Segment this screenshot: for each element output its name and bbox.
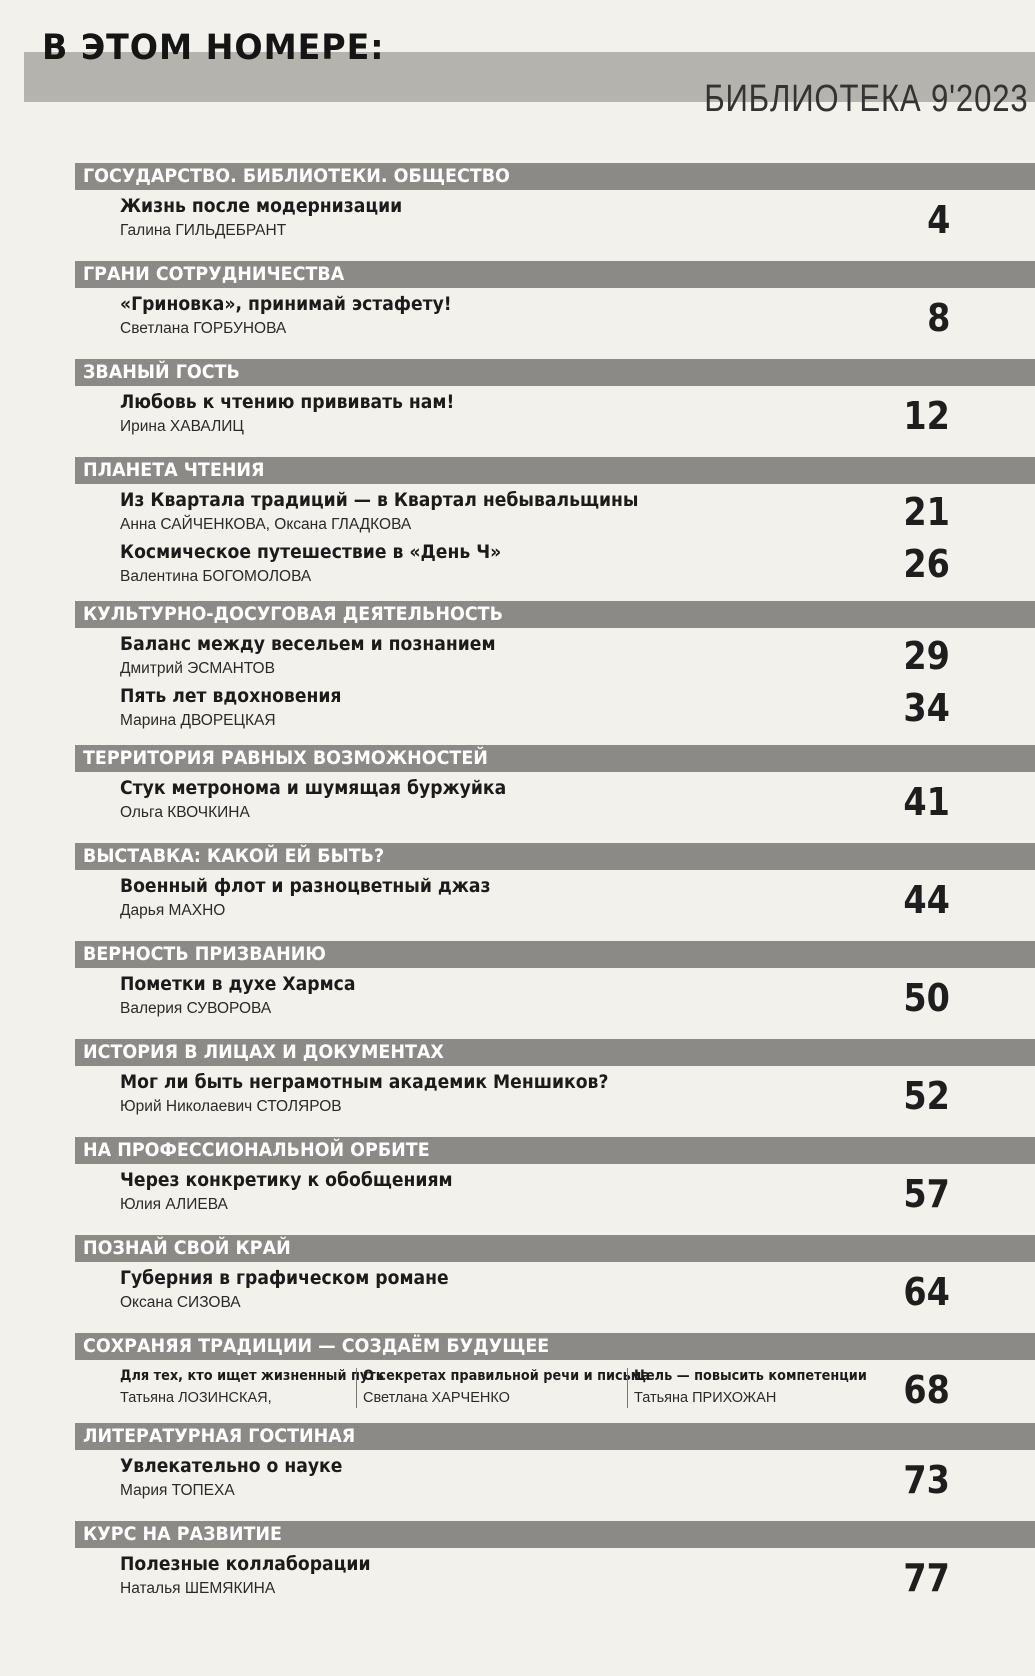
article-title: Стук метронома и шумящая буржуйка (120, 778, 507, 799)
article-title: Для тех, кто ищет жизненный путь (120, 1368, 384, 1384)
page-number: 57 (903, 1172, 950, 1216)
article-author: Татьяна ПРИХОЖАН (634, 1390, 777, 1406)
multi-article-column[interactable] (114, 1368, 384, 1408)
article-title: Губерния в графическом романе (120, 1268, 449, 1289)
page-title: В ЭТОМ НОМЕРЕ: (42, 28, 385, 68)
section-heading (75, 457, 1035, 484)
article-author: Ольга КВОЧКИНА (120, 804, 250, 821)
section-heading-text: КУЛЬТУРНО-ДОСУГОВАЯ ДЕЯТЕЛЬНОСТЬ (83, 603, 503, 625)
toc-section (75, 1137, 1035, 1228)
toc-entry[interactable] (75, 772, 1035, 836)
toc-section (75, 261, 1035, 352)
section-heading-text: ЛИТЕРАТУРНАЯ ГОСТИНАЯ (83, 1425, 356, 1447)
toc-entry[interactable] (75, 536, 1035, 594)
toc-section (75, 1039, 1035, 1130)
article-title: Увлекательно о науке (120, 1456, 343, 1477)
section-heading (75, 843, 1035, 870)
article-title: Из Квартала традиций — в Квартал небывальщины (120, 490, 639, 511)
section-heading-text: ТЕРРИТОРИЯ РАВНЫХ ВОЗМОЖНОСТЕЙ (83, 747, 488, 769)
toc-section (75, 843, 1035, 934)
article-title: Через конкретику к обобщениям (120, 1170, 453, 1191)
section-heading (75, 1423, 1035, 1450)
article-author: Юлия АЛИЕВА (120, 1196, 228, 1213)
toc-entry[interactable] (75, 386, 1035, 450)
toc-entry[interactable] (75, 288, 1035, 352)
toc-section (75, 359, 1035, 450)
article-author: Татьяна ЛОЗИНСКАЯ, (120, 1390, 272, 1406)
toc-entry[interactable] (75, 1164, 1035, 1228)
section-heading-text: СОХРАНЯЯ ТРАДИЦИИ — СОЗДАЁМ БУДУЩЕЕ (83, 1335, 550, 1357)
article-title: Любовь к чтению прививать нам! (120, 392, 455, 413)
page-number: 4 (926, 198, 950, 242)
article-author: Марина ДВОРЕЦКАЯ (120, 712, 276, 729)
toc-entry[interactable] (75, 628, 1035, 680)
section-heading-text: ИСТОРИЯ В ЛИЦАХ И ДОКУМЕНТАХ (83, 1041, 444, 1063)
toc-multi-entry (75, 1360, 1035, 1418)
section-heading (75, 359, 1035, 386)
article-author: Оксана СИЗОВА (120, 1294, 241, 1311)
article-author: Галина ГИЛЬДЕБРАНТ (120, 222, 287, 239)
section-heading (75, 1039, 1035, 1066)
toc-section (75, 1423, 1035, 1514)
article-title: Пять лет вдохновения (120, 686, 342, 707)
article-author: Светлана ХАРЧЕНКО (363, 1390, 510, 1406)
section-heading (75, 163, 1035, 190)
page-number: 44 (903, 878, 950, 922)
page-number: 68 (903, 1368, 950, 1412)
page-number: 50 (903, 976, 950, 1020)
article-author: Дарья МАХНО (120, 902, 226, 919)
toc-section (75, 745, 1035, 836)
toc-section (75, 457, 1035, 594)
article-author: Светлана ГОРБУНОВА (120, 320, 287, 337)
page-number: 77 (903, 1556, 950, 1600)
article-author: Валерия СУВОРОВА (120, 1000, 272, 1017)
section-heading (75, 745, 1035, 772)
multi-article-column[interactable] (627, 1368, 867, 1408)
section-heading-text: ПОЗНАЙ СВОЙ КРАЙ (83, 1237, 291, 1259)
article-title: Мог ли быть неграмотным академик Меншиков? (120, 1072, 609, 1093)
toc-entry[interactable] (75, 1066, 1035, 1130)
article-author: Мария ТОПЕХА (120, 1482, 235, 1499)
article-title: Цель — повысить компетенции (634, 1368, 867, 1384)
section-heading (75, 1333, 1035, 1360)
toc-section (75, 1333, 1035, 1418)
page-number: 73 (903, 1458, 950, 1502)
multi-article-column[interactable] (356, 1368, 651, 1408)
section-heading-text: ГРАНИ СОТРУДНИЧЕСТВА (83, 263, 345, 285)
section-heading-text: ВЫСТАВКА: КАКОЙ ЕЙ БЫТЬ? (83, 845, 385, 867)
article-title: О секретах правильной речи и письма (363, 1368, 651, 1384)
toc-entry[interactable] (75, 1262, 1035, 1326)
page-number: 26 (903, 542, 950, 586)
section-heading (75, 941, 1035, 968)
section-heading (75, 1235, 1035, 1262)
toc-section (75, 1235, 1035, 1326)
section-heading-text: ГОСУДАРСТВО. БИБЛИОТЕКИ. ОБЩЕСТВО (83, 165, 510, 187)
page-number: 8 (926, 296, 950, 340)
toc-section (75, 163, 1035, 254)
page-number: 64 (903, 1270, 950, 1314)
section-heading (75, 1137, 1035, 1164)
section-heading-text: ВЕРНОСТЬ ПРИЗВАНИЮ (83, 943, 326, 965)
magazine-issue-label: БИБЛИОТЕКА 9'2023 (704, 78, 1029, 120)
page-number: 34 (903, 686, 950, 730)
article-title: Военный флот и разноцветный джаз (120, 876, 491, 897)
article-title: Пометки в духе Хармса (120, 974, 356, 995)
section-heading-text: КУРС НА РАЗВИТИЕ (83, 1523, 282, 1545)
section-heading-text: ЗВАНЫЙ ГОСТЬ (83, 361, 240, 383)
article-title: Баланс между весельем и познанием (120, 634, 496, 655)
article-title: «Гриновка», принимай эстафету! (120, 294, 452, 315)
article-title: Жизнь после модернизации (120, 196, 403, 217)
section-heading (75, 261, 1035, 288)
toc-entry[interactable] (75, 968, 1035, 1032)
article-title: Полезные коллаборации (120, 1554, 371, 1575)
toc-entry[interactable] (75, 190, 1035, 254)
article-author: Дмитрий ЭСМАНТОВ (120, 660, 275, 677)
article-title: Космическое путешествие в «День Ч» (120, 542, 502, 563)
section-heading (75, 1521, 1035, 1548)
article-author: Юрий Николаевич СТОЛЯРОВ (120, 1098, 342, 1115)
article-author: Анна САЙЧЕНКОВА, Оксана ГЛАДКОВА (120, 516, 412, 533)
article-author: Наталья ШЕМЯКИНА (120, 1580, 276, 1597)
toc-section (75, 1521, 1035, 1612)
article-author: Ирина ХАВАЛИЦ (120, 418, 244, 435)
toc-section (75, 601, 1035, 738)
page-number: 21 (903, 490, 950, 534)
page-number: 29 (903, 634, 950, 678)
toc-entry[interactable] (75, 680, 1035, 738)
article-author: Валентина БОГОМОЛОВА (120, 568, 312, 585)
page-number: 41 (903, 780, 950, 824)
toc-entry[interactable] (75, 484, 1035, 536)
toc-entry[interactable] (75, 1450, 1035, 1514)
page-number: 52 (903, 1074, 950, 1118)
section-heading (75, 601, 1035, 628)
table-of-contents (75, 163, 1035, 1612)
toc-entry[interactable] (75, 1548, 1035, 1612)
toc-entry[interactable] (75, 870, 1035, 934)
toc-section (75, 941, 1035, 1032)
section-heading-text: НА ПРОФЕССИОНАЛЬНОЙ ОРБИТЕ (83, 1139, 430, 1161)
section-heading-text: ПЛАНЕТА ЧТЕНИЯ (83, 459, 265, 481)
page-number: 12 (903, 394, 950, 438)
